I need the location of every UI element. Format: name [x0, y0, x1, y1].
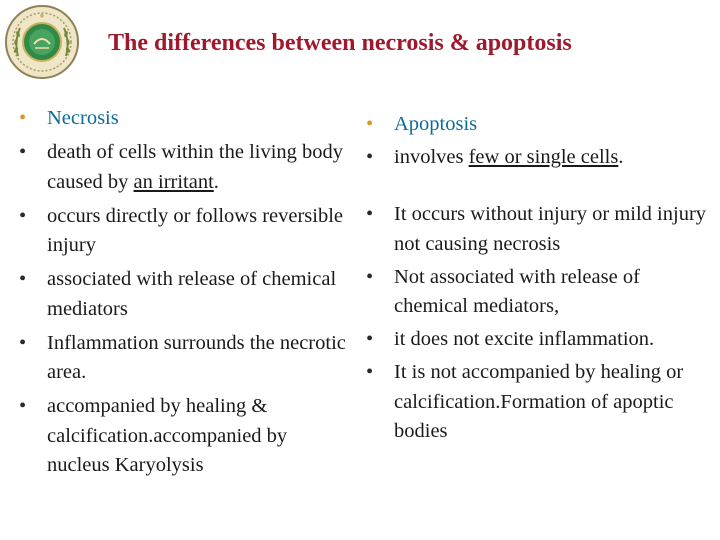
- apoptosis-item-1-underlined: few or single cells: [468, 146, 619, 168]
- necrosis-heading: [18, 104, 348, 134]
- bullet-icon: •: [366, 265, 374, 288]
- apoptosis-list: [365, 110, 715, 450]
- necrosis-item-4: [18, 329, 348, 388]
- apoptosis-item-5-text: It is not accompanied by healing or calcification.Formation of apoptic bodies: [394, 361, 684, 442]
- apoptosis-item-1-text: involves: [394, 146, 469, 168]
- necrosis-item-3: [18, 265, 348, 324]
- bullet-icon: •: [366, 113, 374, 135]
- slide-title: The differences between necrosis & apoptosis: [108, 30, 572, 56]
- apoptosis-item-3-text: Not associated with release of chemical mediators,: [394, 265, 640, 317]
- necrosis-list: [18, 104, 348, 485]
- apoptosis-item-2-text: It occurs without injury or mild injury not causing necrosis: [394, 203, 707, 255]
- bullet-icon: •: [19, 395, 27, 417]
- university-seal-icon: [4, 4, 80, 80]
- apoptosis-item-1: [365, 143, 715, 173]
- bullet-icon: •: [19, 141, 27, 163]
- apoptosis-heading-label: Apoptosis: [394, 113, 478, 135]
- necrosis-item-2-text: occurs directly or follows reversible injury: [47, 204, 344, 256]
- apoptosis-item-1-end: .: [618, 146, 624, 168]
- bullet-icon: •: [19, 204, 27, 227]
- necrosis-item-1: [18, 138, 348, 197]
- bullet-icon: •: [366, 328, 374, 350]
- bullet-icon: •: [366, 361, 374, 383]
- apoptosis-item-3: [365, 263, 715, 322]
- necrosis-item-3-text: associated with release of chemical mediators: [47, 268, 337, 320]
- bullet-icon: •: [366, 203, 374, 225]
- necrosis-item-5: [18, 392, 348, 481]
- necrosis-item-2: [18, 202, 348, 261]
- apoptosis-item-5: [365, 358, 715, 447]
- necrosis-heading-label: Necrosis: [47, 107, 119, 129]
- necrosis-item-5-text: accompanied by healing & calcification.accompanied by nucleus Karyolysis: [47, 395, 288, 476]
- apoptosis-item-4-text: it does not excite inflammation.: [394, 328, 655, 350]
- necrosis-item-4-text: Inflammation surrounds the necrotic area.: [47, 331, 346, 383]
- list-spacer: [365, 176, 715, 200]
- bullet-icon: •: [366, 146, 374, 168]
- bullet-icon: •: [19, 268, 27, 290]
- apoptosis-heading: [365, 110, 715, 140]
- apoptosis-item-4: [365, 325, 715, 355]
- necrosis-item-1-text: death of cells within the living body caused by: [47, 141, 344, 193]
- necrosis-item-1-end: .: [213, 170, 219, 193]
- apoptosis-item-2: [365, 200, 715, 259]
- necrosis-item-1-underlined: an irritant: [133, 170, 214, 193]
- bullet-icon: •: [19, 331, 27, 354]
- bullet-icon: •: [19, 107, 27, 129]
